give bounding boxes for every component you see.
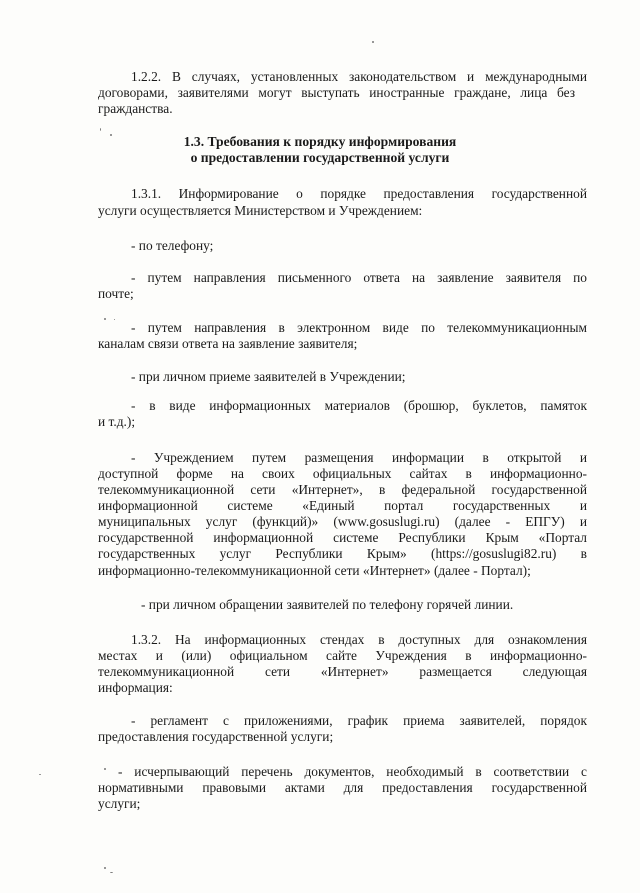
text-line: информация: <box>98 680 173 695</box>
text-line: услуги осуществляется Министерством и Учреждением: <box>98 203 423 218</box>
scan-speck <box>39 774 41 775</box>
heading-line: 1.3. Требования к порядку информирования <box>183 134 457 149</box>
text-line: почте; <box>98 286 134 301</box>
text-line: предоставления государственной услуги; <box>98 729 334 744</box>
scan-speck <box>104 768 106 770</box>
text-line: - путем направления письменного ответа на заявление заявителя по <box>131 270 587 285</box>
text-line: - регламент с приложениями, график приема заявителей, порядок <box>131 713 587 728</box>
heading-line: о предоставлении государственной услуги <box>190 150 450 165</box>
list-item-personal: - при личном приеме заявителей в Учреждении; <box>131 369 406 384</box>
text-line: договорами, заявителями могут выступать иностранные граждане, лица без <box>98 85 575 100</box>
text-line: - путем направления в электронном виде по телекоммуникационным <box>131 320 587 335</box>
text-line: муниципальных услуг (функций)» (www.gosuslugi.ru) (далее - ЕПГУ) и <box>98 514 587 529</box>
scan-speck <box>104 318 106 320</box>
scan-speck <box>110 134 112 136</box>
text-line: телекоммуникационной сети «Интернет» размещается следующая <box>98 664 587 679</box>
text-line: услуги; <box>98 796 141 811</box>
scan-speck <box>104 867 106 869</box>
text-line: - Учреждением путем размещения информации в открытой и <box>131 450 587 465</box>
text-line: государственных услуг Республики Крым» (https://gosuslugi82.ru) в <box>98 546 587 561</box>
text-line: - в виде информационных материалов (брошюр, буклетов, памяток <box>131 398 587 413</box>
text-line: 1.2.2. В случаях, установленных законодательством и международными <box>131 69 587 84</box>
text-line: и т.д.); <box>98 414 136 429</box>
text-line: 1.3.2. На информационных стендах в доступных для ознакомления <box>131 632 587 647</box>
scan-speck <box>110 872 113 873</box>
text-line: - исчерпывающий перечень документов, необходимый в соответствии с <box>118 764 587 779</box>
list-item-phone: - по телефону; <box>131 238 214 253</box>
scan-speck <box>100 128 101 131</box>
scan-speck <box>114 319 115 320</box>
text-line: гражданства. <box>98 101 173 116</box>
text-line: телекоммуникационной сети «Интернет», в федеральной государственной <box>98 482 587 497</box>
text-line: информационной системе «Единый портал государственных и <box>98 498 587 513</box>
text-line: местах и (или) официальном сайте Учреждения в информационно- <box>98 648 587 663</box>
text-line: каналам связи ответа на заявление заявителя; <box>98 336 358 351</box>
text-line: 1.3.1. Информирование о порядке предоставления государственной <box>131 186 587 201</box>
list-item-hotline: - при личном обращении заявителей по телефону горячей линии. <box>141 597 514 612</box>
text-line: государственной информационной системе Республики Крым «Портал <box>98 530 587 545</box>
text-line: информационно-телекоммуникационной сети «Интернет» (далее - Портал); <box>98 563 531 578</box>
scan-speck <box>372 41 374 43</box>
text-line: нормативными правовыми актами для предоставления государственной <box>98 780 587 795</box>
text-line: доступной форме на своих официальных сайтах в информационно- <box>98 466 587 481</box>
